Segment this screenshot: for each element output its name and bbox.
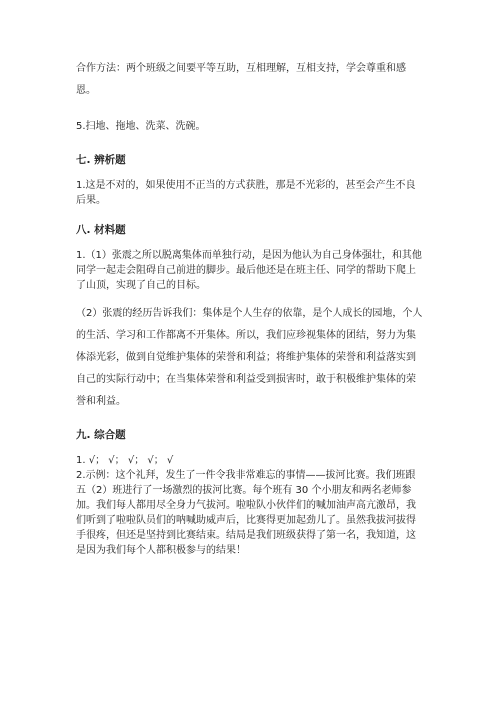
text-line: （2）张震的经历告诉我们：集体是个人生存的依靠，是个人成长的园地，个人 (76, 308, 423, 319)
section-7-heading: 七. 辨析题 (76, 154, 126, 166)
text-line: 加。我们每人都用尽全身力气拔河。啦啦队小伙伴们的喊加油声高亢激昂，我 (76, 500, 416, 511)
text-line: 1.（1）张震之所以脱离集体而单独行动，是因为他认为自己身体强壮，和其他 (76, 250, 422, 261)
cooperation-answer (76, 58, 428, 102)
text-line: 合作方法：两个班级之间要平等互助，互相理解，互相支持，学会尊重和感 (76, 63, 406, 74)
section-7-answer (76, 178, 428, 208)
section-8-answer-1 (76, 248, 428, 293)
text-line: 是因为我们每个人都积极参与的结果！ (76, 545, 246, 556)
text-line: 2.示例：这个礼拜，发生了一件令我非常难忘的事情——拔河比赛。我们班跟 (76, 470, 416, 481)
text-line: 自己的实际行动中；在当集体荣誉和利益受到损害时，敢于积极维护集体的荣 (76, 374, 416, 385)
section-9-heading: 九. 综合题 (76, 429, 126, 441)
text-line: 手很疼，但还是坚持到比赛结束。结局是我们班级获得了第一名，我知道，这 (76, 530, 416, 541)
text-line: 五（2）班进行了一场激烈的拔河比赛。每个班有 30 个小朋友和两名老师参 (76, 485, 412, 496)
document-page (76, 58, 428, 558)
section-8-heading: 八. 材料题 (76, 224, 126, 236)
text-line: 体添光彩，做到自觉维护集体的荣誉和利益；将维护集体的荣誉和利益落实到 (76, 352, 416, 363)
answer-1-checkmarks: 1. √； √； √； √； √ (76, 455, 174, 466)
text-line: 恩。 (76, 85, 96, 96)
text-line: 的生活、学习和工作都离不开集体。所以，我们应珍视集体的团结，努力为集 (76, 330, 416, 341)
text-line: 1.这是不对的，如果使用不正当的方式获胜，那是不光彩的，甚至会产生不良 (76, 180, 416, 191)
text-line: 们听到了啦啦队员们的呐喊助威声后，比赛得更加起劲儿了。虽然我拔河拔得 (76, 515, 416, 526)
section-8-answer-2 (76, 303, 428, 413)
text-line: 后果。 (76, 195, 106, 206)
section-9-answers (76, 453, 428, 558)
item-5-answer: 5.扫地、拖地、洗菜、洗碗。 (76, 121, 206, 132)
text-line: 同学一起走会阻碍自己前进的脚步。最后他还是在班主任、同学的帮助下爬上 (76, 265, 416, 276)
text-line: 誉和利益。 (76, 396, 126, 407)
text-line: 了山顶，实现了自己的目标。 (76, 280, 206, 291)
